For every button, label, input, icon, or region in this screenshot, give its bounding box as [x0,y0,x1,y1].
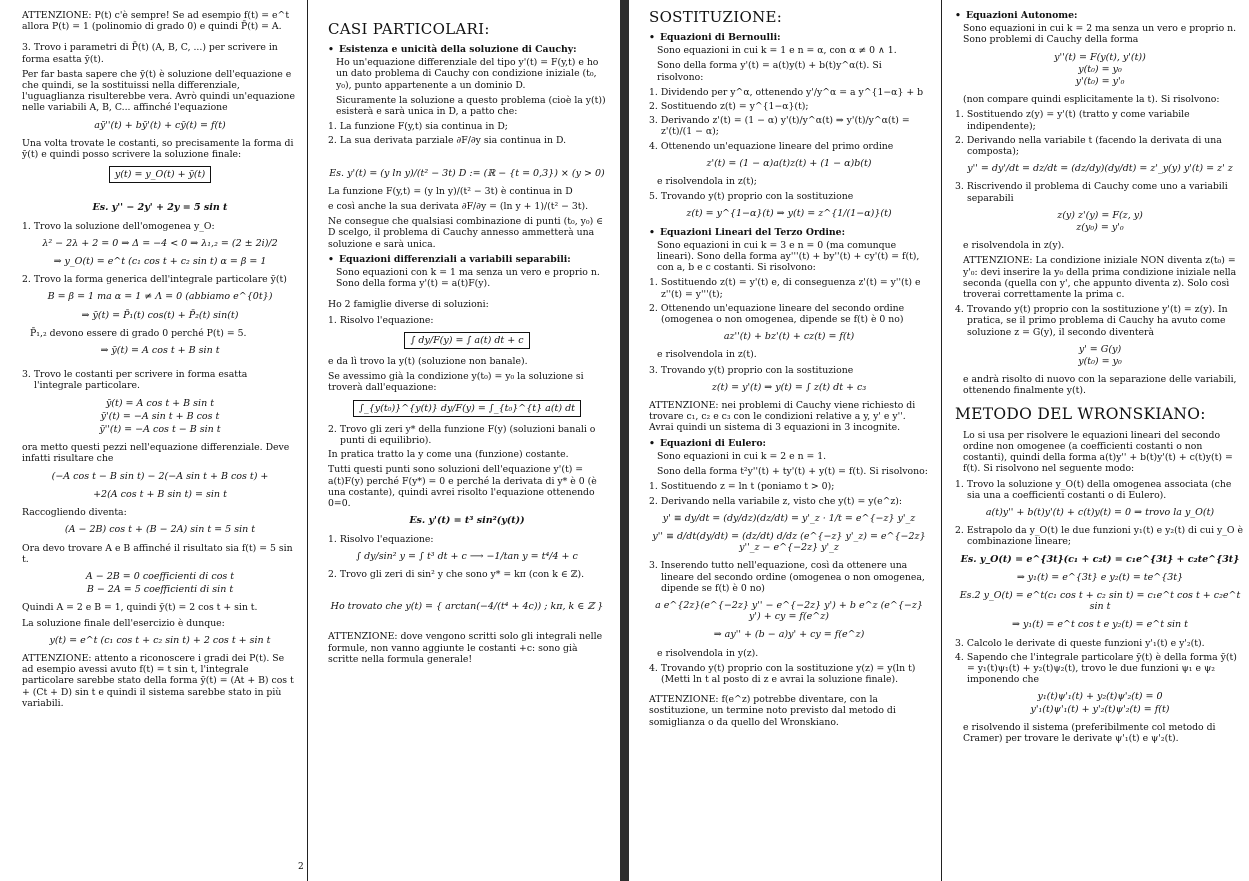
bullet-paragraph: Lo si usa per risolvere le equazioni lineari del secondo ordine non omogenee (a coefficienti costanti o non costanti), quindi della forma a(t)y'' + b(t)y'(t) + c(t)y(t) = f(t). Si risolvono nel seguente modo: [963,429,1233,475]
attention-note: ATTENZIONE: P(t) c'è sempre! Se ad esempio f(t) = e^t allora P(t) = 1 (polinomio di grado 0) e quindi P̄(t) = A. [22,10,290,33]
column-4 [955,10,1245,748]
list-item: 3. Calcolo le derivate di queste funzioni y'₁(t) e y'₂(t). [955,637,1205,649]
paragraph: e andrà risolto di nuovo con la separazione delle variabili, ottenendo finalmente y(t). [963,374,1237,397]
list-item: 2. Trovo gli zeri y* della funzione F(y) (soluzioni banali o punti di equilibrio). [328,423,596,447]
step-3-heading: 3. Trovo i parametri di P̄(t) (A, B, C, ...) per scrivere in forma esatta ȳ(t). [22,42,278,65]
list-item: 1. Risolvo l'equazione: [328,533,434,545]
section-title: CASI PARTICOLARI: [328,20,490,38]
bullet-heading: • Equazioni Lineari del Terzo Ordine: [657,227,929,238]
paragraph: Quindi A = 2 e B = 1, quindi ȳ(t) = 2 cos t + sin t. [22,602,258,614]
attention-note: ATTENZIONE: nei problemi di Cauchy viene richiesto di trovare c₁, c₂ e c₃ con le condizioni relative a y, y' e y''. Avrai quindi un sistema di 3 equazioni in 3 incognite. [649,400,916,434]
equation: y(t) = e^t (c₁ cos t + c₂ sin t) + 2 cos t + sin t [49,634,271,646]
equation: z(y₀) = y'₀ [1076,222,1124,234]
attention-note: ATTENZIONE: f(e^z) potrebbe diventare, con la sostituzione, un termine noto previsto dal metodo di somiglianza o da quello del Wronskiano. [649,694,896,728]
paragraph: e da lì trovo la y(t) (soluzione non banale). [328,356,528,368]
equation: z(t) = y^{1−α}(t) ⇒ y(t) = z^{1/(1−α)}(t) [686,208,892,220]
equation: y(t₀) = y₀ [1078,356,1122,368]
equation: y'₁(t)ψ'₁(t) + y'₂(t)ψ'₂(t) = f(t) [1030,703,1170,715]
list-item: 4. Ottenendo un'equazione lineare del primo ordine [649,140,894,152]
section-title: METODO DEL WRONSKIANO: [955,404,1206,423]
equation: y' ≡ dy/dt = (dy/dz)(dz/dt) = y'_z · 1/t = e^{−z} y'_z [662,512,916,524]
equation: Ho trovato che y(t) = { arctan(−4/(t⁴ + 4c)) ; kπ, k ∈ ℤ } [330,601,604,613]
paragraph: Ora devo trovare A e B affinché il risultato sia f(t) = 5 sin t. [22,542,293,565]
list-item: 5. Trovando y(t) proprio con la sostituzione [649,191,854,203]
paragraph: e risolvendola in y(z). [657,647,759,659]
list-item: 1. Sostituendo z(t) = y'(t) e, di conseguenza z'(t) = y''(t) e z''(t) = y'''(t); [649,277,921,300]
equation: y' = G(y) [1078,343,1122,355]
equation: y'(t₀) = y'₀ [1075,76,1125,88]
paragraph: Sono equazioni in cui k = 2 e n = 1. [657,450,827,462]
equation: ȳ'(t) = −A sin t + B cos t [100,410,220,422]
equation: ∫ dy/sin² y = ∫ t³ dt + c ⟶ −1/tan y = t⁴/4 + c [356,550,578,562]
equation: y(t₀) = y₀ [1078,63,1122,75]
list-item: 1. La funzione F(y,t) sia continua in D; [328,121,508,133]
paragraph: Raccogliendo diventa: [22,507,127,519]
equation: B = β = 1 ma α = 1 ≠ Λ = 0 (abbiamo e^{0t}) [47,291,273,303]
equation: z(y) z'(y) = F(z, y) [1057,209,1143,221]
step-2: 2. Trovo la forma generica dell'integrale particolare ȳ(t) [22,274,287,286]
list-item: 1. Dividendo per y^α, ottenendo y'/y^α = a y^{1−α} + b [649,86,924,98]
equation: a(t)y'' + b(t)y'(t) + c(t)y(t) = 0 ⇒ trovo la y_O(t) [985,506,1215,518]
boxed-equation: ∫_{y(t₀)}^{y(t)} dy/F(y) = ∫_{t₀}^{t} a(t) dt [353,400,581,417]
equation: (−A cos t − B sin t) − 2(−A sin t + B cos t) + [51,470,269,482]
paragraph: ora metto questi pezzi nell'equazione differenziale. Deve infatti risultare che [22,442,290,465]
list-item: 4. Sapendo che l'integrale particolare ȳ(t) è della forma ȳ(t) = y₁(t)ψ₁(t) + y₂(t)ψ₂(t), trovo le due funzioni ψ₁ e ψ₂ imponendo che [955,651,1237,686]
equation: ⇒ y₁(t) = e^t cos t e y₂(t) = e^t sin t [1012,619,1188,631]
equation: λ² − 2λ + 2 = 0 ⇒ Δ = −4 < 0 ⇒ λ₁,₂ = (2 ± 2i)/2 [42,237,278,249]
equation: a e^{2z}(e^{−2z} y'' − e^{−2z} y') + b e^z (e^{−z} y') + cy = f(e^z) [655,599,923,623]
page-number: 2 [298,862,304,872]
example-heading: Es. y'(t) = t³ sin²(y(t)) [409,515,525,527]
step-3: 3. Trovo le costanti per scrivere in forma esatta l'integrale particolare. [22,369,248,392]
paragraph: La soluzione finale dell'esercizio è dunque: [22,617,225,629]
equation: aȳ''(t) + bȳ'(t) + cȳ(t) = f(t) [94,119,226,131]
attention-note: ATTENZIONE: dove vengono scritti solo gli integrali nelle formule, non vanno aggiunte le costanti +c: sono già scritte nella formula generale! [328,631,603,665]
list-item: 4. Trovando y(t) proprio con la sostituzione y(z) = y(ln t) (Metti ln t al posto di z e avrai la soluzione finale). [649,662,916,685]
equation: +2(A cos t + B sin t) = sin t [93,488,227,500]
paragraph: In pratica tratto la y come una (funzione) costante. [328,449,569,461]
list-item: 1. Trovo la soluzione y_O(t) della omogenea associata (che sia una a coefficienti costanti o di Eulero). [955,478,1232,501]
equation: ⇒ ȳ(t) = P̄₁(t) cos(t) + P̄₂(t) sin(t) [81,309,239,321]
list-item: 3. Riscrivendo il problema di Cauchy come uno a variabili separabili [955,181,1228,204]
page-right [629,0,1249,881]
paragraph: Sono della forma t²y''(t) + ty'(t) + y(t) = f(t). Si risolvono: [657,466,928,478]
equation: y''(t) = F(y(t), y'(t)) [1054,51,1146,63]
equation: A − 2B = 0 coefficienti di cos t [85,570,235,582]
column-divider [307,0,308,881]
list-item: 2. Estrapolo da y_O(t) le due funzioni y₁(t) e y₂(t) di cui y_O è combinazione lineare; [955,525,1244,548]
section-title: SOSTITUZIONE: [649,8,783,26]
page-left [0,0,620,881]
paragraph: (non compare quindi esplicitamente la t). Si risolvono: [963,94,1220,106]
equation: y₁(t)ψ'₁(t) + y₂(t)ψ'₂(t) = 0 [1037,691,1163,703]
paragraph: Tutti questi punti sono soluzioni dell'equazione y'(t) = a(t)F(y) perché F(y*) = 0 e perché la derivata di y* è 0 (è una costante), quindi avrei risolto l'equazione ottenendo 0=0. [328,464,597,510]
paragraph: e risolvendo il sistema (preferibilmente col metodo di Cramer) per trovare le derivate ψ'₁(t) e ψ'₂(t). [963,721,1216,744]
paragraph: Una volta trovate le costanti, so precisamente la forma di ȳ(t) e quindi posso scrivere la soluzione finale: [22,137,294,161]
paragraph: Sono equazioni con k = 1 ma senza un vero e proprio n. Sono della forma y'(t) = a(t)F(y). [336,267,600,290]
equation: ȳ(t) = A cos t + B sin t [105,397,215,409]
equation: az''(t) + bz'(t) + cz(t) = f(t) [723,331,855,343]
paragraph: e così anche la sua derivata ∂F/∂y = (ln y + 1)/(t² − 3t). [328,201,589,213]
list-item: 2. Trovo gli zeri di sin² y che sono y* = kπ (con k ∈ ℤ). [328,568,585,580]
equation: B − 2A = 5 coefficienti di sin t [86,584,234,596]
column-divider [941,0,942,881]
list-item: 2. Derivando nella variabile z, visto che y(t) = y(e^z): [649,495,903,507]
paragraph: e risolvendola in z(y). [963,240,1065,252]
paragraph: La funzione F(y,t) = (y ln y)/(t² − 3t) è continua in D [328,185,573,197]
example-heading: Es. y'' − 2y' + 2y = 5 sin t [92,202,228,214]
column-1 [22,10,298,713]
attention-note: ATTENZIONE: attento a riconoscere i gradi dei P(t). Se ad esempio avessi avuto f(t) = t sin t, l'integrale particolare sarebbe stato della forma ȳ(t) = (At + B) cos t + (Ct + D) sin t e quindi il sistema sarebbe stato in più variabili. [22,652,294,709]
boxed-equation: ∫ dy/F(y) = ∫ a(t) dt + c [404,332,529,349]
list-item: 1. Risolvo l'equazione: [328,314,434,326]
paragraph: Ho un'equazione differenziale del tipo y'(t) = F(y,t) e ho un dato problema di Cauchy con condizione iniziale (t₀, y₀), punto appartenente a un dominio D. [336,57,599,91]
bullet-heading: • Equazioni Autonome: [963,10,1245,21]
equation: y'' ≡ d/dt(dy/dt) = (dz/dt) d/dz (e^{−z} y'_z) = e^{−2z} y''_z − e^{−2z} y'_z [652,530,926,554]
bullet-heading: • Equazioni di Bernoulli: [657,32,929,43]
list-item: 2. Sostituendo z(t) = y^{1−α}(t); [649,101,809,113]
paragraph: P̄₁,₂ devono essere di grado 0 perché P(t) = 5. [30,327,247,339]
list-item: 1. Sostituendo z(y) = y'(t) (tratto y come variabile indipendente); [955,109,1190,132]
list-item: 3. Trovando y(t) proprio con la sostituzione [649,364,854,376]
equation: ⇒ ȳ(t) = A cos t + B sin t [100,345,220,357]
equation: Es.2 y_O(t) = e^t(c₁ cos t + c₂ sin t) = c₁e^t cos t + c₂e^t sin t [959,589,1241,613]
equation: ⇒ y_O(t) = e^t (c₁ cos t + c₂ sin t) α = β = 1 [53,256,267,268]
paragraph: Se avessimo già la condizione y(t₀) = y₀ la soluzione si troverà dall'equazione: [328,371,584,394]
paragraph: Sicuramente la soluzione a questo problema (cioè la y(t)) esisterà e sarà unica in D, a patto che: [336,94,606,118]
paragraph: Sono equazioni in cui k = 2 ma senza un vero e proprio n. Sono problemi di Cauchy della forma [963,23,1237,46]
list-item: 4. Trovando y(t) proprio con la sostituzione y'(t) = z(y). In pratica, se il primo problema di Cauchy ha avuto come soluzione z = G(y), il secondo diventerà [955,304,1228,338]
boxed-equation: y(t) = y_O(t) + ȳ(t) [109,166,211,183]
bullet-heading: • Equazioni di Eulero: [657,438,929,449]
equation: ⇒ y₁(t) = e^{3t} e y₂(t) = te^{3t} [1016,571,1184,583]
paragraph: Sono della forma y'(t) = a(t)y(t) + b(t)y^α(t). Si risolvono: [657,60,882,83]
bullet-heading: • Equazioni differenziali a variabili separabili: [336,254,606,265]
paragraph: Ne consegue che qualsiasi combinazione di punti (t₀, y₀) ∈ D scelgo, il problema di Cauchy annesso ammetterà una soluzione e sarà unica. [328,216,604,250]
equation: (A − 2B) cos t + (B − 2A) sin t = 5 sin t [64,524,256,536]
attention-note: ATTENZIONE: La condizione iniziale NON diventa z(t₀) = y'₀: devi inserire la y₀ della prima condizione iniziale nella seconda (quella con y', che appunto diventa z). Solo così troverai correttamente la prima c. [963,255,1237,301]
equation: ⇒ ay'' + (b − a)y' + cy = f(e^z) [713,629,865,641]
equation: y'' = dy'/dt = dz/dt = (dz/dy)(dy/dt) = z'_y(y) y'(t) = z' z [967,163,1233,175]
column-2 [328,20,606,669]
paragraph: Per far basta sapere che ȳ(t) è soluzione dell'equazione e che quindi, se la sostituissi nella differenziale, l'uguaglianza risulterebbe vera. Avrò quindi un'equazione nelle variabili A, B, C... affinché l'equazione [22,68,296,114]
bullet-heading: • Esistenza e unicità della soluzione di Cauchy: [336,44,606,55]
paragraph: Sono equazioni in cui k = 3 e n = 0 (ma comunque lineari). Sono della forma ay'''(t) + by''(t) + cy'(t) = f(t), con a, b e c costanti. Si risolvono: [657,239,920,274]
list-item: 2. Derivando nella variabile t (facendo la derivata di una composta); [955,134,1222,158]
list-item: 2. La sua derivata parziale ∂F/∂y sia continua in D. [328,135,567,147]
list-item: 3. Inserendo tutto nell'equazione, così da ottenere una lineare del secondo ordine (omogenea o non omogenea, dipende se f(t) è 0 no) [649,560,925,594]
equation: z'(t) = (1 − α)a(t)z(t) + (1 − α)b(t) [706,157,872,169]
list-item: 1. Sostituendo z = ln t (poniamo t > 0); [649,481,835,493]
paragraph: e risolvendola in z(t); [657,176,757,188]
list-item: 2. Ottenendo un'equazione lineare del secondo ordine (omogenea o non omogenea, dipende se f(t) è 0 no) [649,302,905,326]
equation: ȳ''(t) = −A cos t − B sin t [99,424,221,436]
paragraph: Sono equazioni in cui k = 1 e n = α, con α ≠ 0 ∧ 1. [657,45,897,57]
list-item: 3. Derivando z'(t) = (1 − α) y'(t)/y^α(t) ⇒ y'(t)/y^α(t) = z'(t)/(1 − α); [649,115,910,138]
paragraph: Ho 2 famiglie diverse di soluzioni: [328,299,489,311]
equation: z(t) = y'(t) ⇒ y(t) = ∫ z(t) dt + c₃ [711,381,867,393]
equation: Es. y_O(t) = e^{3t}(c₁ + c₂t) = c₁e^{3t} + c₂te^{3t} [960,553,1240,565]
step-1: 1. Trovo la soluzione dell'omogenea y_O: [22,220,215,232]
example: Es. y'(t) = (y ln y)/(t² − 3t) D := (ℝ − {t = 0,3}) × (y > 0) [329,167,605,179]
column-3 [649,8,929,732]
paragraph: e risolvendola in z(t). [657,349,757,361]
